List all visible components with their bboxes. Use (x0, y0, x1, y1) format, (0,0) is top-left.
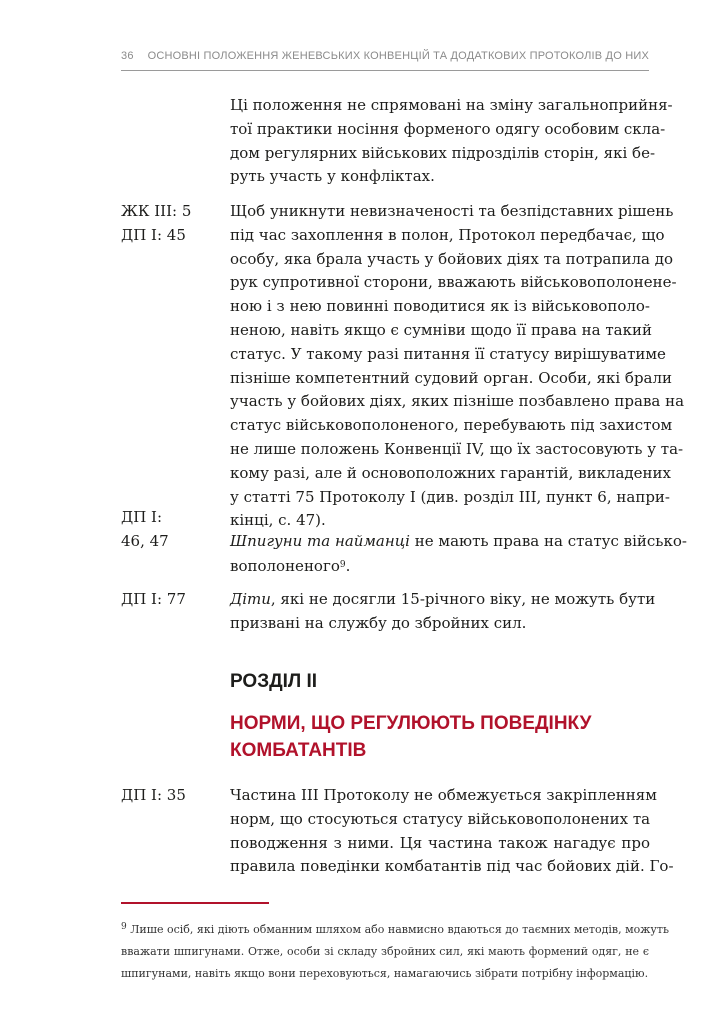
section-label: РОЗДІЛ II (230, 671, 318, 692)
text-line: кінці, с. 47). (230, 511, 326, 530)
margin-ref-line: 46, 47 (121, 531, 169, 550)
running-header (121, 50, 649, 70)
margin-reference (121, 200, 221, 248)
text-line: особу, яка брала участь у бойових діях та потрапила до (230, 249, 673, 268)
text-line: тої практики носіння форменого одягу особовим скла- (230, 119, 666, 138)
margin-reference (121, 784, 221, 808)
footnote-line: шпигунами, навіть якщо вони переховуються, намагаючись зібрати потрібну інформацію. (121, 967, 649, 980)
text-span: не мають права на статус військо- (409, 532, 687, 550)
text-span: . (345, 556, 351, 575)
running-title: ОСНОВНІ ПОЛОЖЕННЯ ЖЕНЕВСЬКИХ КОНВЕНЦІЙ ТА ДОДАТКОВИХ ПРОТОКОЛІВ ДО НИХ (147, 50, 649, 62)
margin-ref-line: ДП І: 77 (121, 590, 186, 608)
paragraph-prisoner-status (230, 200, 685, 533)
text-line: дом регулярних військових підрозділів сторін, які бе- (230, 143, 656, 162)
margin-reference (121, 588, 221, 612)
italic-term: Діти (230, 590, 271, 608)
text-line: норм, що стосуються статусу військовополонених та (230, 809, 651, 828)
text-line: кому разі, але й основоположних гарантій, викладених (230, 463, 671, 482)
text-line: рук супротивної сторони, вважають військовополонене- (230, 273, 677, 292)
text-line: руть участь у конфліктах. (230, 167, 435, 186)
text-line: ною і з нею повинні поводитися як із військовополо- (230, 297, 650, 316)
text-line: у статті 75 Протоколу І (див. розділ ІІІ, пункт 6, напри- (230, 487, 670, 506)
text-line: Частина ІІІ Протоколу не обмежується закріпленням (230, 786, 657, 804)
footnote-line (121, 916, 669, 941)
italic-term: Шпигуни та найманці (230, 532, 410, 550)
section-title-line: КОМБАТАНТІВ (230, 740, 367, 761)
text-line: не лише положень Конвенції IV, що їх застосовують у та- (230, 439, 684, 458)
margin-reference (121, 506, 221, 554)
footnote-ref[interactable]: 9 (339, 559, 346, 570)
section-title-line: НОРМИ, ЩО РЕГУЛЮЮТЬ ПОВЕДІНКУ (230, 713, 592, 734)
paragraph-conduct (230, 784, 674, 879)
footnote-line: вважати шпигунами. Отже, особи зі складу збройних сил, які мають формений одяг, не є (121, 945, 649, 958)
text-line: під час захоплення в полон, Протокол передбачає, що (230, 225, 665, 244)
text-line: Ці положення не спрямовані на зміну загальноприйня- (230, 96, 673, 114)
text-line: правила поведінки комбатантів під час бойових дій. Го- (230, 857, 674, 876)
text-line: статус військовополоненого, перебувають під захистом (230, 416, 673, 435)
paragraph-uniforms (230, 94, 673, 189)
footnote-number: 9 (121, 922, 127, 932)
header-rule (121, 70, 649, 71)
text-line: поводження з ними. Ця частина також нагадує про (230, 833, 650, 852)
paragraph-spies (230, 530, 687, 579)
margin-ref-line: ДП І: 45 (121, 225, 186, 244)
text-span: , які не досягли 15-річного віку, не можуть бути (270, 590, 656, 608)
text-line: неною, навіть якщо є сумніви щодо її права на такий (230, 320, 652, 339)
text-span: вополоненого (230, 556, 340, 575)
text-line (230, 530, 687, 554)
footnote-rule (121, 902, 269, 904)
text-line: призвані на службу до збройних сил. (230, 613, 527, 632)
margin-ref-line: ЖК ІІІ: 5 (121, 202, 192, 220)
margin-ref-line: ДП І: (121, 508, 163, 526)
text-line: статус. У такому разі питання її статусу вирішуватиме (230, 344, 666, 363)
text-line: участь у бойових діях, яких пізніше позбавлено права на (230, 392, 685, 411)
text-line: пізніше компетентний судовий орган. Особи, які брали (230, 368, 673, 387)
page-number: 36 (121, 50, 134, 62)
text-line (230, 588, 656, 612)
margin-ref-line: ДП І: 35 (121, 786, 186, 804)
text-line: Щоб уникнути невизначеності та безпідставних рішень (230, 202, 674, 220)
text-line (230, 554, 650, 579)
footnote (121, 916, 669, 985)
paragraph-children (230, 588, 656, 636)
text-span: Лише осіб, які діють обманним шляхом або навмисно вдаються до таємних методів, можуть (126, 923, 669, 936)
